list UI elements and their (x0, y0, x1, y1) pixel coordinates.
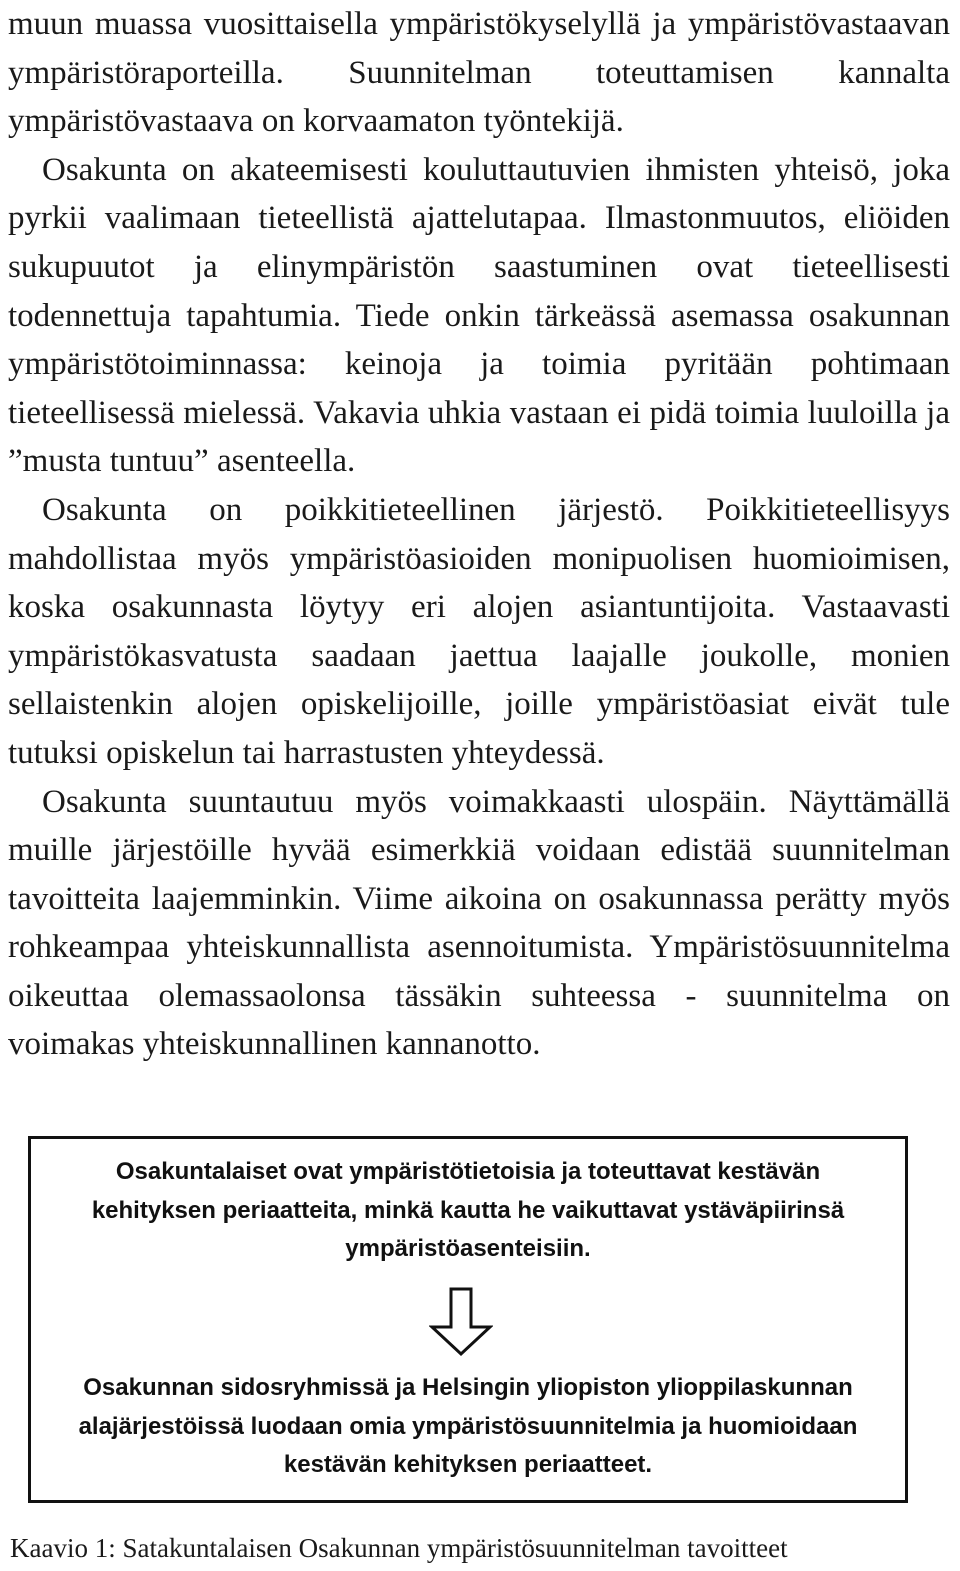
diagram-bottom-text: Osakunnan sidosryhmissä ja Helsingin yliopiston ylioppilaskunnan alajärjestöissä luodaan omia ympäristösuunnitelmia ja huomioidaan kestävän kehityksen periaatteet. (78, 1374, 858, 1478)
body-text (8, 0, 950, 1069)
paragraph-multidisciplinary: Osakunta on poikkitieteellinen järjestö. Poikkitieteellisyys mahdollistaa myös ympäristöasioiden monipuolisen huomioimisen, koska osakunnasta löytyy eri alojen asiantuntijoita. Vastaavasti ympäristökasvatusta saadaan jaettua laajalle joukolle, monien sellaistenkin alojen opiskelijoille, joille ympäristöasiat eivät tule tutuksi opiskelun tai harrastusten yhteydessä. (8, 491, 950, 771)
paragraph-outward: Osakunta suuntautuu myös voimakkaasti ulospäin. Näyttämällä muille järjestöille hyvää esimerkkiä voidaan edistää suunnitelman tavoitteita laajemminkin. Viime aikoina on osakunnassa perätty myös rohkeampaa yhteiskunnallista asennoitumista. Ympäristösuunnitelma oikeuttaa olemassaolonsa tässäkin suhteessa - suunnitelma on voimakas yhteiskunnallinen kannanotto. (8, 783, 950, 1063)
paragraph-science: Osakunta on akateemisesti kouluttautuvien ihmisten yhteisö, joka pyrkii vaalimaan tieteellistä ajattelutapaa. Ilmastonmuutos, eliöiden sukupuutot ja elinympäristön saastuminen ovat tieteellisesti todennettuja tapahtumia. Tiede onkin tärkeässä asemassa osakunnan ympäristötoiminnassa: keinoja ja toimia pyritään pohtimaan tieteellisessä mielessä. Vakavia uhkia vastaan ei pidä toimia luuloilla ja ”musta tuntuu” asenteella. (8, 151, 950, 480)
diagram-box (28, 1136, 908, 1503)
figure-caption: Kaavio 1: Satakuntalaisen Osakunnan ympäristösuunnitelman tavoitteet (10, 1533, 788, 1563)
paragraph-environment-officer: muun muassa vuosittaisella ympäristökyselyllä ja ympäristövastaavan ympäristöraporteilla. Suunnitelman toteuttamisen kannalta ympäristövastaava on korvaamaton työntekijä. (8, 6, 950, 140)
diagram-top-text: Osakuntalaiset ovat ympäristötietoisia ja toteuttavat kestävän kehityksen periaatteita, minkä kautta he vaikuttavat ystäväpiirinsä ympäristöasenteisiin. (91, 1158, 845, 1262)
arrow-down-outline-icon (429, 1287, 493, 1357)
